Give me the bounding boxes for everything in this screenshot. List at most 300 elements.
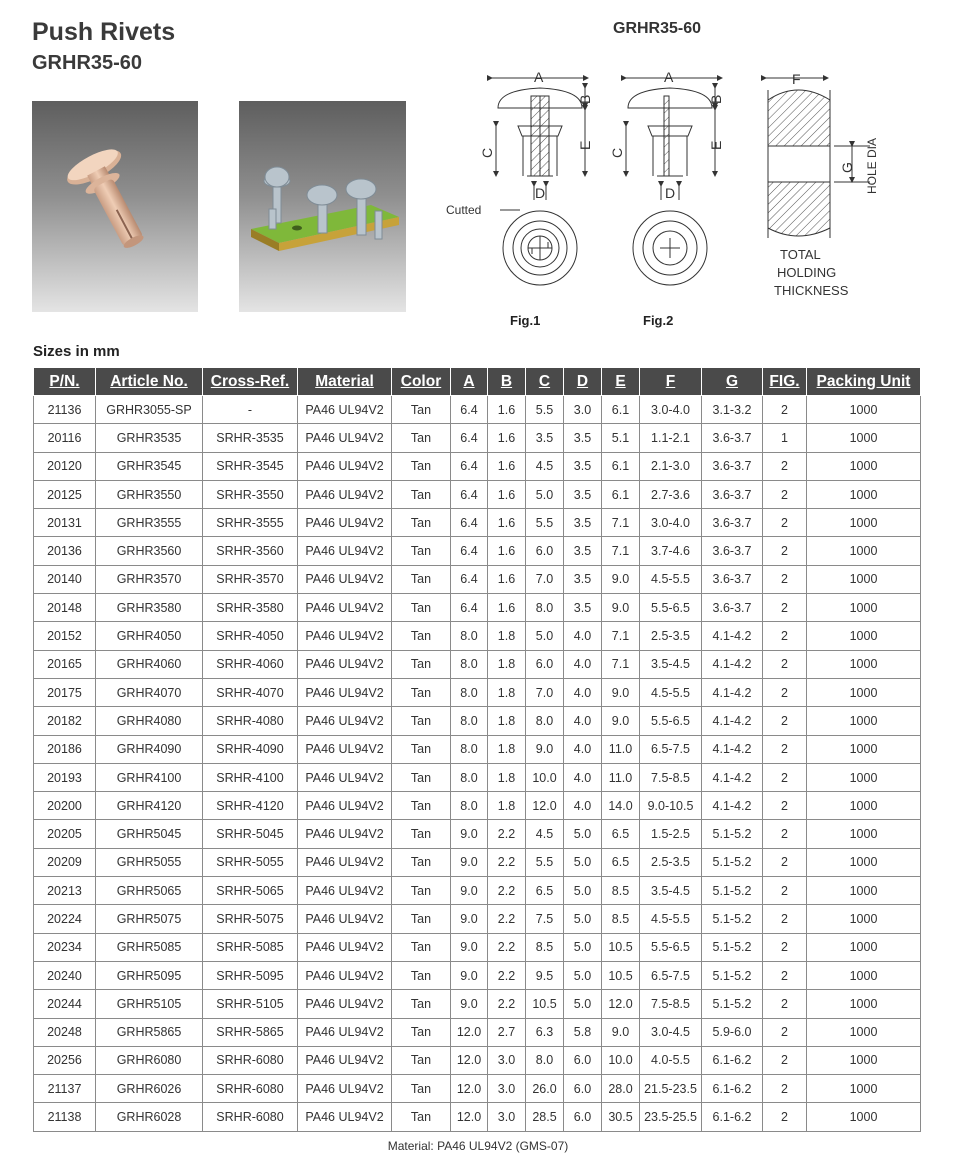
table-cell: 20209 bbox=[34, 848, 96, 876]
table-cell: 20120 bbox=[34, 452, 96, 480]
table-cell: GRHR6080 bbox=[96, 1046, 203, 1074]
table-row bbox=[34, 594, 921, 622]
table-cell: 1000 bbox=[807, 509, 921, 537]
table-cell: 1000 bbox=[807, 961, 921, 989]
table-cell: PA46 UL94V2 bbox=[298, 622, 392, 650]
table-cell: 1.8 bbox=[488, 707, 526, 735]
table-cell: 20165 bbox=[34, 650, 96, 678]
table-cell: 11.0 bbox=[602, 735, 640, 763]
table-cell: SRHR-3535 bbox=[203, 424, 298, 452]
dim-f: F bbox=[792, 71, 801, 87]
column-header: E bbox=[602, 368, 640, 396]
table-cell: 1000 bbox=[807, 650, 921, 678]
dim-b-fig1: B bbox=[577, 94, 593, 104]
table-cell: GRHR4070 bbox=[96, 678, 203, 706]
table-cell: 1000 bbox=[807, 537, 921, 565]
table-row bbox=[34, 792, 921, 820]
table-cell: 2.2 bbox=[488, 961, 526, 989]
table-cell: 3.0 bbox=[564, 396, 602, 424]
table-cell: 28.0 bbox=[602, 1075, 640, 1103]
table-cell: 6.0 bbox=[564, 1103, 602, 1131]
table-cell: 1.6 bbox=[488, 480, 526, 508]
table-cell: 6.1-6.2 bbox=[702, 1046, 763, 1074]
table-cell: 3.5 bbox=[564, 565, 602, 593]
sizes-table bbox=[33, 367, 921, 1132]
table-cell: Tan bbox=[392, 396, 451, 424]
table-cell: 20140 bbox=[34, 565, 96, 593]
product-photo-rivet bbox=[32, 101, 198, 312]
table-cell: 1000 bbox=[807, 1075, 921, 1103]
table-row bbox=[34, 650, 921, 678]
table-cell: 2 bbox=[763, 1018, 807, 1046]
table-cell: PA46 UL94V2 bbox=[298, 509, 392, 537]
table-cell: Tan bbox=[392, 424, 451, 452]
table-cell: 4.1-4.2 bbox=[702, 678, 763, 706]
table-cell: 4.0 bbox=[564, 763, 602, 791]
table-cell: 3.7-4.6 bbox=[640, 537, 702, 565]
dim-a-fig2: A bbox=[664, 69, 674, 85]
table-cell: 2.2 bbox=[488, 933, 526, 961]
table-row bbox=[34, 820, 921, 848]
table-cell: SRHR-4050 bbox=[203, 622, 298, 650]
page-title: Push Rivets bbox=[32, 18, 176, 46]
table-cell: 9.0 bbox=[602, 678, 640, 706]
table-cell: 4.0 bbox=[564, 707, 602, 735]
table-cell: 2.2 bbox=[488, 905, 526, 933]
dim-e-fig1: E bbox=[577, 140, 593, 150]
table-cell: 5.0 bbox=[564, 905, 602, 933]
table-row bbox=[34, 1075, 921, 1103]
table-cell: Tan bbox=[392, 565, 451, 593]
table-row bbox=[34, 848, 921, 876]
table-cell: Tan bbox=[392, 877, 451, 905]
table-cell: 3.0 bbox=[488, 1075, 526, 1103]
table-cell: 1.8 bbox=[488, 763, 526, 791]
table-cell: 12.0 bbox=[602, 990, 640, 1018]
table-cell: 5.5-6.5 bbox=[640, 594, 702, 622]
cutted-label: Cutted bbox=[446, 203, 482, 217]
table-cell: GRHR3555 bbox=[96, 509, 203, 537]
table-cell: 6.4 bbox=[451, 424, 488, 452]
table-cell: 5.0 bbox=[564, 820, 602, 848]
table-cell: SRHR-4090 bbox=[203, 735, 298, 763]
table-cell: 12.0 bbox=[451, 1046, 488, 1074]
table-cell: PA46 UL94V2 bbox=[298, 1075, 392, 1103]
table-cell: 1000 bbox=[807, 424, 921, 452]
table-cell: 5.0 bbox=[526, 480, 564, 508]
table-cell: Tan bbox=[392, 650, 451, 678]
table-cell: 2 bbox=[763, 480, 807, 508]
table-cell: 5.0 bbox=[564, 961, 602, 989]
table-cell: Tan bbox=[392, 1075, 451, 1103]
table-cell: 4.1-4.2 bbox=[702, 763, 763, 791]
column-header: B bbox=[488, 368, 526, 396]
table-cell: 20200 bbox=[34, 792, 96, 820]
table-cell: SRHR-5085 bbox=[203, 933, 298, 961]
table-cell: 1.6 bbox=[488, 424, 526, 452]
table-cell: 28.5 bbox=[526, 1103, 564, 1131]
column-header: Color bbox=[392, 368, 451, 396]
table-cell: Tan bbox=[392, 594, 451, 622]
table-row bbox=[34, 452, 921, 480]
table-cell: PA46 UL94V2 bbox=[298, 537, 392, 565]
table-cell: PA46 UL94V2 bbox=[298, 1046, 392, 1074]
table-cell: Tan bbox=[392, 707, 451, 735]
table-cell: 9.0-10.5 bbox=[640, 792, 702, 820]
table-cell: 20224 bbox=[34, 905, 96, 933]
table-cell: 20116 bbox=[34, 424, 96, 452]
table-cell: 4.5-5.5 bbox=[640, 678, 702, 706]
thickness-line-1: TOTAL bbox=[780, 247, 821, 262]
table-cell: 2 bbox=[763, 848, 807, 876]
table-cell: 4.5 bbox=[526, 452, 564, 480]
table-cell: 7.5-8.5 bbox=[640, 990, 702, 1018]
table-cell: PA46 UL94V2 bbox=[298, 424, 392, 452]
table-cell: 3.0 bbox=[488, 1103, 526, 1131]
table-cell: SRHR-4120 bbox=[203, 792, 298, 820]
table-cell: 12.0 bbox=[451, 1018, 488, 1046]
table-cell: SRHR-5075 bbox=[203, 905, 298, 933]
table-cell: 3.6-3.7 bbox=[702, 537, 763, 565]
table-cell: SRHR-3555 bbox=[203, 509, 298, 537]
table-cell: 7.1 bbox=[602, 537, 640, 565]
table-cell: 20125 bbox=[34, 480, 96, 508]
table-cell: 8.5 bbox=[526, 933, 564, 961]
table-cell: 20175 bbox=[34, 678, 96, 706]
table-cell: 7.1 bbox=[602, 622, 640, 650]
table-cell: GRHR3055-SP bbox=[96, 396, 203, 424]
table-cell: 7.5 bbox=[526, 905, 564, 933]
table-cell: 6.4 bbox=[451, 594, 488, 622]
table-cell: 3.6-3.7 bbox=[702, 509, 763, 537]
table-cell: 5.1-5.2 bbox=[702, 905, 763, 933]
table-cell: 6.1-6.2 bbox=[702, 1075, 763, 1103]
table-cell: 7.0 bbox=[526, 678, 564, 706]
table-cell: 9.5 bbox=[526, 961, 564, 989]
table-cell: Tan bbox=[392, 961, 451, 989]
table-cell: GRHR6026 bbox=[96, 1075, 203, 1103]
table-cell: 2 bbox=[763, 594, 807, 622]
table-cell: 2 bbox=[763, 396, 807, 424]
table-cell: 20136 bbox=[34, 537, 96, 565]
table-cell: 11.0 bbox=[602, 763, 640, 791]
table-cell: 3.5-4.5 bbox=[640, 650, 702, 678]
table-cell: 1.6 bbox=[488, 537, 526, 565]
table-cell: 1000 bbox=[807, 763, 921, 791]
table-cell: Tan bbox=[392, 678, 451, 706]
table-cell: 6.0 bbox=[564, 1046, 602, 1074]
table-cell: GRHR5105 bbox=[96, 990, 203, 1018]
table-cell: Tan bbox=[392, 763, 451, 791]
table-row bbox=[34, 509, 921, 537]
table-cell: GRHR4080 bbox=[96, 707, 203, 735]
table-cell: 5.5 bbox=[526, 848, 564, 876]
table-cell: 2 bbox=[763, 650, 807, 678]
table-cell: 5.0 bbox=[564, 933, 602, 961]
table-cell: 12.0 bbox=[526, 792, 564, 820]
dim-a-fig1: A bbox=[534, 69, 544, 85]
table-cell: 1000 bbox=[807, 678, 921, 706]
table-cell: PA46 UL94V2 bbox=[298, 735, 392, 763]
table-cell: 9.0 bbox=[451, 961, 488, 989]
table-row bbox=[34, 396, 921, 424]
table-cell: GRHR3560 bbox=[96, 537, 203, 565]
table-cell: Tan bbox=[392, 735, 451, 763]
table-cell: 7.1 bbox=[602, 650, 640, 678]
table-cell: 1000 bbox=[807, 820, 921, 848]
table-cell: 1.6 bbox=[488, 565, 526, 593]
table-cell: 1000 bbox=[807, 622, 921, 650]
table-cell: 1000 bbox=[807, 594, 921, 622]
table-cell: 6.1 bbox=[602, 396, 640, 424]
table-cell: 12.0 bbox=[451, 1075, 488, 1103]
table-cell: 4.5-5.5 bbox=[640, 565, 702, 593]
table-cell: SRHR-3545 bbox=[203, 452, 298, 480]
table-cell: SRHR-5045 bbox=[203, 820, 298, 848]
table-cell: PA46 UL94V2 bbox=[298, 961, 392, 989]
table-cell: 5.1 bbox=[602, 424, 640, 452]
table-cell: PA46 UL94V2 bbox=[298, 933, 392, 961]
table-cell: 8.0 bbox=[451, 678, 488, 706]
table-cell: 8.0 bbox=[451, 735, 488, 763]
table-cell: 1.6 bbox=[488, 509, 526, 537]
table-cell: PA46 UL94V2 bbox=[298, 707, 392, 735]
table-cell: 5.0 bbox=[526, 622, 564, 650]
table-cell: 2 bbox=[763, 678, 807, 706]
table-cell: 21137 bbox=[34, 1075, 96, 1103]
table-cell: 4.0 bbox=[564, 650, 602, 678]
table-cell: 2 bbox=[763, 763, 807, 791]
table-cell: 4.1-4.2 bbox=[702, 792, 763, 820]
table-cell: 2.2 bbox=[488, 820, 526, 848]
table-cell: 1000 bbox=[807, 735, 921, 763]
table-cell: 2.2 bbox=[488, 848, 526, 876]
table-cell: 20152 bbox=[34, 622, 96, 650]
table-cell: 10.5 bbox=[602, 961, 640, 989]
table-cell: 9.0 bbox=[602, 707, 640, 735]
table-row bbox=[34, 424, 921, 452]
table-cell: Tan bbox=[392, 509, 451, 537]
dim-c-fig1: C bbox=[479, 147, 495, 158]
table-cell: 8.0 bbox=[526, 594, 564, 622]
table-cell: PA46 UL94V2 bbox=[298, 594, 392, 622]
table-cell: 3.5 bbox=[564, 424, 602, 452]
table-cell: 2 bbox=[763, 707, 807, 735]
table-cell: 5.9-6.0 bbox=[702, 1018, 763, 1046]
table-cell: 6.5-7.5 bbox=[640, 961, 702, 989]
table-cell: GRHR3550 bbox=[96, 480, 203, 508]
column-header: Article No. bbox=[96, 368, 203, 396]
table-cell: GRHR4060 bbox=[96, 650, 203, 678]
table-cell: 2.5-3.5 bbox=[640, 622, 702, 650]
table-cell: Tan bbox=[392, 933, 451, 961]
table-cell: GRHR3545 bbox=[96, 452, 203, 480]
table-cell: 5.8 bbox=[564, 1018, 602, 1046]
table-cell: 6.4 bbox=[451, 565, 488, 593]
table-cell: 3.6-3.7 bbox=[702, 480, 763, 508]
table-cell: PA46 UL94V2 bbox=[298, 565, 392, 593]
table-cell: 1.8 bbox=[488, 650, 526, 678]
table-cell: 2 bbox=[763, 565, 807, 593]
table-row bbox=[34, 622, 921, 650]
table-cell: 2 bbox=[763, 1075, 807, 1103]
table-cell: 20205 bbox=[34, 820, 96, 848]
table-cell: 2 bbox=[763, 905, 807, 933]
table-cell: 1.5-2.5 bbox=[640, 820, 702, 848]
table-cell: 1000 bbox=[807, 452, 921, 480]
table-cell: 6.4 bbox=[451, 537, 488, 565]
table-cell: Tan bbox=[392, 1103, 451, 1131]
table-cell: 1.8 bbox=[488, 622, 526, 650]
table-cell: 3.6-3.7 bbox=[702, 594, 763, 622]
hole-dia-label: HOLE DIA bbox=[865, 137, 879, 194]
table-cell: GRHR5085 bbox=[96, 933, 203, 961]
table-cell: GRHR3570 bbox=[96, 565, 203, 593]
table-cell: 6.0 bbox=[526, 650, 564, 678]
table-cell: SRHR-6080 bbox=[203, 1046, 298, 1074]
table-cell: 8.0 bbox=[451, 763, 488, 791]
column-header: Material bbox=[298, 368, 392, 396]
table-cell: 1.1-2.1 bbox=[640, 424, 702, 452]
table-cell: 1000 bbox=[807, 877, 921, 905]
dim-b-fig2: B bbox=[708, 94, 724, 104]
table-cell: GRHR6028 bbox=[96, 1103, 203, 1131]
table-cell: Tan bbox=[392, 1046, 451, 1074]
table-cell: 3.0-4.5 bbox=[640, 1018, 702, 1046]
table-cell: SRHR-4070 bbox=[203, 678, 298, 706]
table-cell: 2 bbox=[763, 622, 807, 650]
table-cell: 8.5 bbox=[602, 877, 640, 905]
table-cell: 6.1 bbox=[602, 452, 640, 480]
table-cell: 4.5-5.5 bbox=[640, 905, 702, 933]
table-cell: 30.5 bbox=[602, 1103, 640, 1131]
table-cell: PA46 UL94V2 bbox=[298, 1018, 392, 1046]
fig1-side-view bbox=[492, 78, 588, 285]
table-cell: 1000 bbox=[807, 848, 921, 876]
fig2-label: Fig.2 bbox=[643, 313, 674, 328]
table-cell: 10.0 bbox=[602, 1046, 640, 1074]
table-cell: PA46 UL94V2 bbox=[298, 678, 392, 706]
table-cell: PA46 UL94V2 bbox=[298, 650, 392, 678]
table-cell: GRHR5055 bbox=[96, 848, 203, 876]
table-cell: 14.0 bbox=[602, 792, 640, 820]
table-cell: 3.5-4.5 bbox=[640, 877, 702, 905]
table-cell: 7.1 bbox=[602, 509, 640, 537]
table-cell: 2 bbox=[763, 990, 807, 1018]
table-cell: Tan bbox=[392, 622, 451, 650]
table-cell: GRHR4090 bbox=[96, 735, 203, 763]
table-cell: GRHR5095 bbox=[96, 961, 203, 989]
table-cell: 6.1-6.2 bbox=[702, 1103, 763, 1131]
technical-drawing bbox=[440, 40, 880, 340]
dim-c-fig2: C bbox=[609, 147, 625, 158]
table-cell: PA46 UL94V2 bbox=[298, 480, 392, 508]
column-header: P/N. bbox=[34, 368, 96, 396]
table-cell: SRHR-4100 bbox=[203, 763, 298, 791]
table-cell: 5.5 bbox=[526, 509, 564, 537]
table-cell: 1000 bbox=[807, 792, 921, 820]
table-row bbox=[34, 480, 921, 508]
table-cell: 2 bbox=[763, 1046, 807, 1074]
table-cell: GRHR5075 bbox=[96, 905, 203, 933]
table-cell: 10.5 bbox=[602, 933, 640, 961]
table-cell: 1000 bbox=[807, 396, 921, 424]
table-cell: SRHR-5865 bbox=[203, 1018, 298, 1046]
table-cell: 1.6 bbox=[488, 396, 526, 424]
table-row bbox=[34, 990, 921, 1018]
table-cell: 1.8 bbox=[488, 792, 526, 820]
table-cell: 6.5 bbox=[602, 848, 640, 876]
table-cell: 5.1-5.2 bbox=[702, 820, 763, 848]
table-cell: 26.0 bbox=[526, 1075, 564, 1103]
table-cell: 1000 bbox=[807, 707, 921, 735]
table-cell: 4.0 bbox=[564, 678, 602, 706]
table-cell: 9.0 bbox=[602, 565, 640, 593]
table-cell: 5.1-5.2 bbox=[702, 933, 763, 961]
table-cell: 5.1-5.2 bbox=[702, 961, 763, 989]
table-cell: 1000 bbox=[807, 933, 921, 961]
table-cell: PA46 UL94V2 bbox=[298, 848, 392, 876]
table-cell: Tan bbox=[392, 792, 451, 820]
table-cell: 9.0 bbox=[451, 848, 488, 876]
table-cell: SRHR-3550 bbox=[203, 480, 298, 508]
table-cell: 3.5 bbox=[564, 509, 602, 537]
table-cell: 5.5 bbox=[526, 396, 564, 424]
table-cell: 5.0 bbox=[564, 990, 602, 1018]
table-cell: 3.5 bbox=[564, 537, 602, 565]
table-cell: 4.1-4.2 bbox=[702, 622, 763, 650]
table-cell: 23.5-25.5 bbox=[640, 1103, 702, 1131]
table-cell: Tan bbox=[392, 537, 451, 565]
table-cell: 9.0 bbox=[526, 735, 564, 763]
table-cell: 21.5-23.5 bbox=[640, 1075, 702, 1103]
table-cell: SRHR-5095 bbox=[203, 961, 298, 989]
table-cell: 5.5-6.5 bbox=[640, 933, 702, 961]
table-cell: 2.7 bbox=[488, 1018, 526, 1046]
table-cell: 10.0 bbox=[526, 763, 564, 791]
table-cell: PA46 UL94V2 bbox=[298, 877, 392, 905]
table-cell: 5.0 bbox=[564, 848, 602, 876]
table-cell: SRHR-3580 bbox=[203, 594, 298, 622]
table-cell: 9.0 bbox=[451, 905, 488, 933]
table-row bbox=[34, 1046, 921, 1074]
dim-d-fig1: D bbox=[535, 185, 546, 201]
column-header: G bbox=[702, 368, 763, 396]
table-cell: PA46 UL94V2 bbox=[298, 396, 392, 424]
table-cell: GRHR5045 bbox=[96, 820, 203, 848]
table-cell: PA46 UL94V2 bbox=[298, 792, 392, 820]
table-cell: 4.0 bbox=[564, 792, 602, 820]
table-cell: 2 bbox=[763, 509, 807, 537]
table-cell: 9.0 bbox=[451, 990, 488, 1018]
table-cell: 1000 bbox=[807, 1018, 921, 1046]
table-row bbox=[34, 877, 921, 905]
table-cell: 6.5 bbox=[526, 877, 564, 905]
table-cell: 1.8 bbox=[488, 678, 526, 706]
table-cell: 6.5 bbox=[602, 820, 640, 848]
table-cell: 2.2 bbox=[488, 877, 526, 905]
table-cell: GRHR4050 bbox=[96, 622, 203, 650]
table-cell: PA46 UL94V2 bbox=[298, 905, 392, 933]
table-cell: 20234 bbox=[34, 933, 96, 961]
table-row bbox=[34, 1103, 921, 1131]
table-cell: 20248 bbox=[34, 1018, 96, 1046]
table-row bbox=[34, 565, 921, 593]
table-cell: 2 bbox=[763, 735, 807, 763]
table-cell: 6.5-7.5 bbox=[640, 735, 702, 763]
table-cell: 2 bbox=[763, 1103, 807, 1131]
table-cell: 4.1-4.2 bbox=[702, 707, 763, 735]
